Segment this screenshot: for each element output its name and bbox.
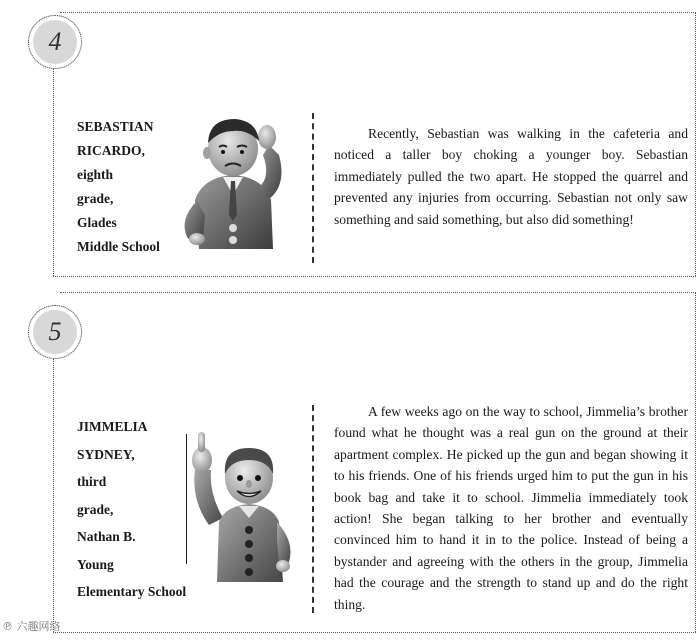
name-line: grade, (77, 501, 114, 517)
name-line: third (77, 474, 107, 489)
name-line: Young (77, 556, 114, 572)
column-separator (312, 405, 314, 613)
boy-figure-image (175, 115, 290, 253)
girl-figure-image (185, 430, 300, 590)
award-card-5 (0, 292, 699, 637)
watermark-logo (2, 618, 61, 634)
name-line: Elementary School (77, 584, 187, 599)
story-text: A few weeks ago on the way to school, Jimmelia’s brother found what he thought was a real gun on the ground at their apartment complex. He picked up the gun and began showing it to his friends. One of his friends urged him to put the gun in his book bag and take it to school. Jimmelia immediately took action! She began talking to her brother and eventually convinced him to hand it in to the police. Instead of being a bystander and agreeing with the others in the group, Jimmelia had the courage and the strength to stand up and do the right thing. (334, 404, 688, 612)
name-line: RICARDO, (77, 143, 145, 158)
card-border-right (695, 292, 696, 632)
card-border-right (695, 12, 696, 276)
card-border-bottom (53, 276, 696, 277)
card-border-bottom (53, 632, 696, 633)
card-number: 5 (28, 305, 82, 359)
student-name (77, 115, 160, 259)
card-border-left (53, 352, 54, 632)
name-line: grade, (77, 191, 114, 206)
name-line: Nathan B. (77, 529, 136, 544)
card-border-top (60, 12, 696, 13)
name-line: SEBASTIAN (77, 119, 154, 134)
name-line: eighth (77, 167, 114, 182)
name-line: Middle School (77, 239, 160, 254)
watermark-text: 六趣网络 (16, 620, 61, 633)
story-text: Recently, Sebastian was walking in the cafeteria and noticed a taller boy choking a younger boy. Sebastian immediately pulled the two apart. He stopped the quarrel and prevented any injuries from occurring. Sebastian not only saw something and said something, but also did something! (334, 126, 688, 227)
logo-icon: ℗ (2, 620, 13, 633)
card-number: 4 (28, 15, 82, 69)
award-card-4 (0, 0, 699, 280)
student-name (77, 413, 186, 606)
column-separator (312, 113, 314, 263)
card-border-top (60, 292, 696, 293)
name-line: SYDNEY, (77, 446, 135, 462)
name-line: Glades (77, 215, 117, 230)
card-border-left (53, 58, 54, 276)
name-line: JIMMELIA (77, 419, 148, 434)
